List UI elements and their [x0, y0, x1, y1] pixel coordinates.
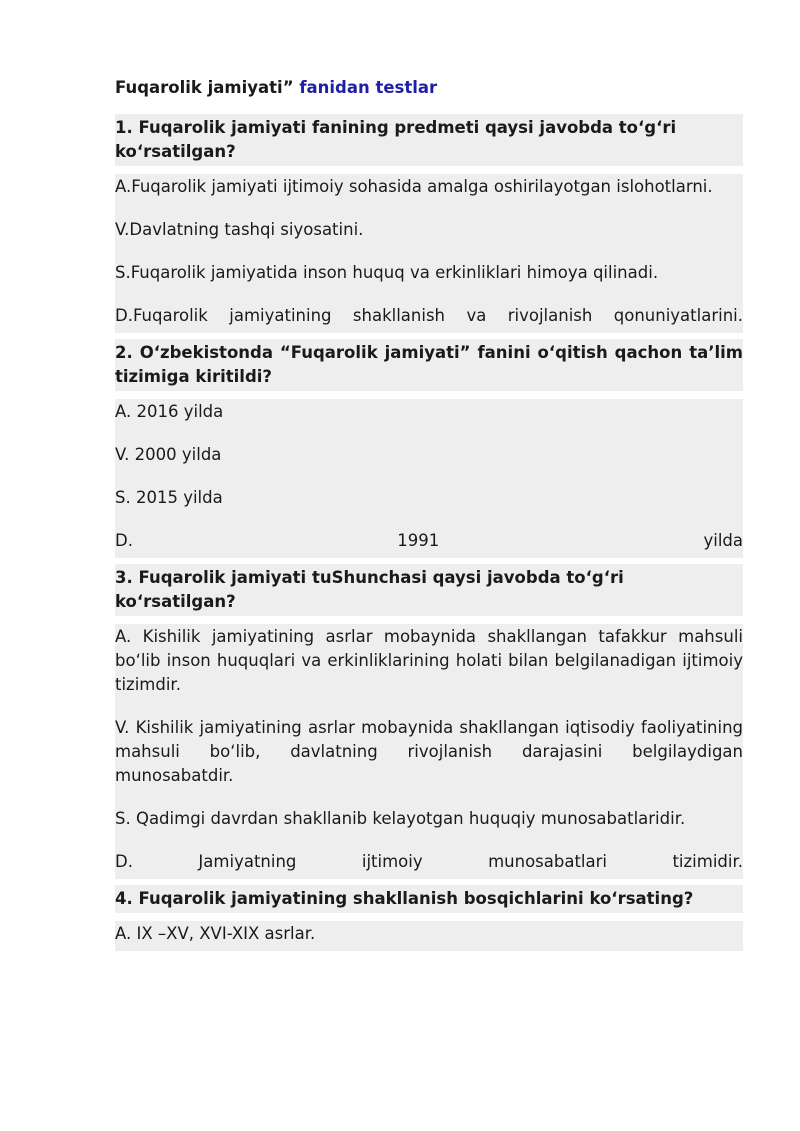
- question-text: 1. Fuqarolik jamiyati fanining predmeti qaysi javobda to‘g‘ri ko‘rsatilgan?: [115, 114, 743, 166]
- option-a: A.Fuqarolik jamiyati ijtimoiy sohasida amalga oshirilayotgan islohotlarni.: [115, 177, 713, 196]
- option-s: S.Fuqarolik jamiyatida inson huquq va erkinliklari himoya qilinadi.: [115, 263, 659, 282]
- options-list: [115, 174, 743, 333]
- question-text: 4. Fuqarolik jamiyatining shakllanish bosqichlarini ko‘rsating?: [115, 885, 743, 913]
- option-a: A. IX –XV, XVI-XIX asrlar.: [115, 924, 316, 943]
- options-list: [115, 399, 743, 558]
- option-v: V.Davlatning tashqi siyosatini.: [115, 220, 364, 239]
- option-s: S. Qadimgi davrdan shakllanib kelayotgan huquqiy munosabatlaridir.: [115, 809, 686, 828]
- title-part-2: fanidan testlar: [299, 78, 438, 97]
- option-s: S. 2015 yilda: [115, 488, 223, 507]
- question-3: [115, 564, 743, 879]
- options-list: [115, 624, 743, 879]
- document-title: [115, 76, 743, 100]
- title-part-1: Fuqarolik jamiyati”: [115, 78, 294, 97]
- options-list: [115, 921, 743, 951]
- document-page: [115, 76, 743, 957]
- question-1: [115, 114, 743, 333]
- question-text: 3. Fuqarolik jamiyati tuShunchasi qaysi javobda to‘g‘ri ko‘rsatilgan?: [115, 564, 743, 616]
- option-d: D.Fuqarolik jamiyatining shakllanish va rivojlanish qonuniyatlarini.: [115, 306, 743, 325]
- question-text: 2. O‘zbekistonda “Fuqarolik jamiyati” fanini o‘qitish qachon ta’lim tizimiga kiritildi?: [115, 339, 743, 391]
- option-d: D. Jamiyatning ijtimoiy munosabatlari tizimidir.: [115, 852, 743, 871]
- option-v: V. 2000 yilda: [115, 445, 222, 464]
- option-a: A. 2016 yilda: [115, 402, 224, 421]
- question-2: [115, 339, 743, 558]
- option-d: D. 1991 yilda: [115, 531, 743, 550]
- option-v: V. Kishilik jamiyatining asrlar mobaynida shakllangan iqtisodiy faoliyatining mahsuli bo‘lib, davlatning rivojlanish darajasini belgilaydigan munosabatdir.: [115, 718, 743, 785]
- question-4: [115, 885, 743, 951]
- option-a: A. Kishilik jamiyatining asrlar mobaynida shakllangan tafakkur mahsuli bo‘lib inson huquqlari va erkinliklarining holati bilan belgilanadigan ijtimoiy tizimdir.: [115, 627, 743, 694]
